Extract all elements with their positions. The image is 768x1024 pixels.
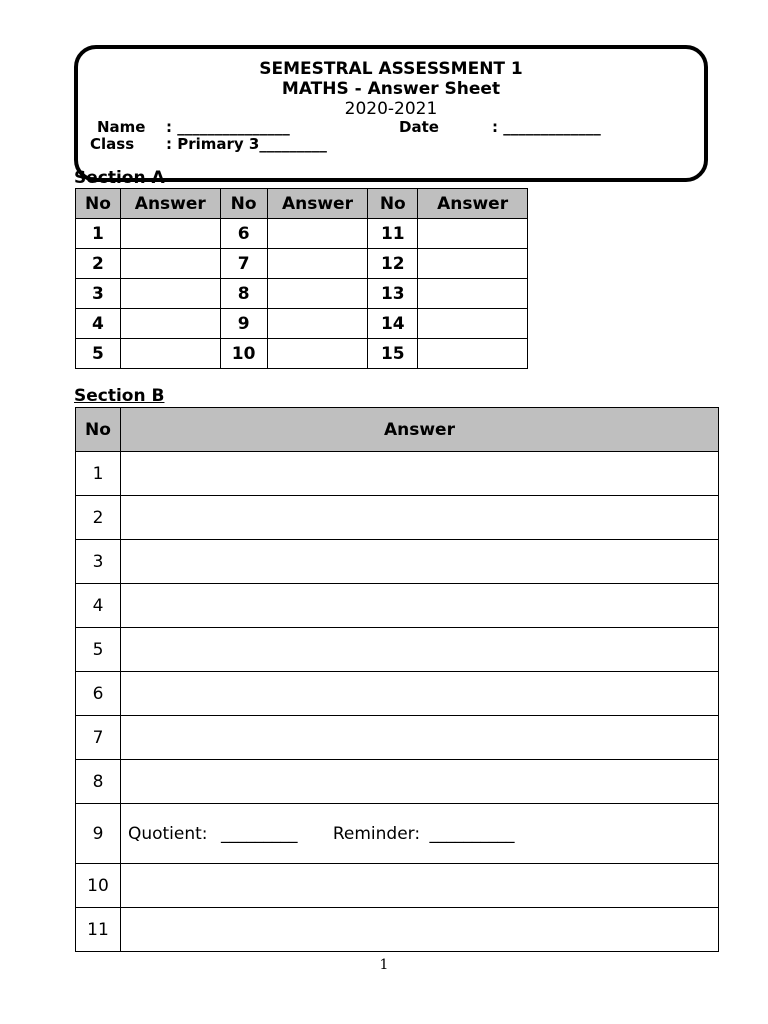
question-number: 11 [368, 219, 418, 249]
table-row [76, 309, 528, 339]
table-row [76, 716, 719, 760]
column-header: Answer [120, 189, 220, 219]
table-row [76, 908, 719, 952]
table-row [76, 864, 719, 908]
section-a-title: Section A [74, 168, 165, 188]
question-number: 14 [368, 309, 418, 339]
question-number: 10 [220, 339, 267, 369]
answer-cell[interactable] [267, 219, 368, 249]
class-field[interactable]: : Primary 3_________ [166, 135, 327, 153]
column-header: Answer [267, 189, 368, 219]
table-row [76, 760, 719, 804]
question-number: 2 [76, 496, 121, 540]
table-row [76, 672, 719, 716]
answer-cell[interactable] [418, 339, 528, 369]
header-box [74, 45, 708, 182]
answer-cell[interactable] [120, 540, 718, 584]
table-row [76, 540, 719, 584]
question-number: 4 [76, 309, 121, 339]
table-row [76, 219, 528, 249]
answer-cell[interactable] [120, 804, 718, 864]
reminder-label: Reminder: [332, 823, 421, 844]
question-number: 3 [76, 279, 121, 309]
quotient-label: Quotient: [127, 823, 208, 844]
answer-cell[interactable] [120, 628, 718, 672]
answer-cell[interactable] [267, 279, 368, 309]
question-number: 9 [220, 309, 267, 339]
column-header: Answer [418, 189, 528, 219]
table-row [76, 628, 719, 672]
date-field[interactable]: : _____________ [492, 118, 601, 136]
column-header: No [76, 408, 121, 452]
column-header: No [76, 189, 121, 219]
table-row [76, 339, 528, 369]
subject-title: MATHS - Answer Sheet [281, 79, 501, 99]
column-header: No [368, 189, 418, 219]
date-label: Date [399, 118, 439, 136]
column-header: Answer [120, 408, 718, 452]
answer-cell[interactable] [120, 672, 718, 716]
answer-cell[interactable] [418, 219, 528, 249]
table-header-row [76, 408, 719, 452]
section-b-title: Section B [74, 386, 165, 406]
question-number: 8 [76, 760, 121, 804]
table-row [76, 496, 719, 540]
answer-cell[interactable] [267, 309, 368, 339]
answer-cell[interactable] [267, 339, 368, 369]
question-number: 9 [76, 804, 121, 864]
question-number: 11 [76, 908, 121, 952]
quotient-blank[interactable]: _________ [220, 823, 298, 844]
name-label: Name [97, 118, 146, 136]
table-row [76, 279, 528, 309]
question-number: 5 [76, 628, 121, 672]
section-a-table [75, 188, 528, 369]
answer-cell[interactable] [418, 249, 528, 279]
page-number: 1 [379, 957, 389, 973]
question-number: 6 [220, 219, 267, 249]
answer-cell[interactable] [120, 452, 718, 496]
reminder-blank[interactable]: __________ [429, 823, 515, 844]
class-label: Class [90, 135, 135, 153]
question-number: 7 [76, 716, 121, 760]
question-number: 5 [76, 339, 121, 369]
table-header-row [76, 189, 528, 219]
column-header: No [220, 189, 267, 219]
answer-cell[interactable] [120, 219, 220, 249]
answer-cell[interactable] [120, 908, 718, 952]
answer-cell[interactable] [120, 496, 718, 540]
question-number: 8 [220, 279, 267, 309]
question-number: 3 [76, 540, 121, 584]
academic-year: 2020-2021 [344, 99, 438, 119]
table-row [76, 452, 719, 496]
answer-cell[interactable] [120, 279, 220, 309]
table-row [76, 249, 528, 279]
answer-cell[interactable] [120, 584, 718, 628]
table-row [76, 804, 719, 864]
name-field[interactable]: : _______________ [166, 118, 290, 136]
answer-cell[interactable] [267, 249, 368, 279]
assessment-title: SEMESTRAL ASSESSMENT 1 [259, 59, 523, 79]
question-number: 15 [368, 339, 418, 369]
question-number: 4 [76, 584, 121, 628]
section-b-table [75, 407, 719, 952]
question-number: 12 [368, 249, 418, 279]
question-number: 2 [76, 249, 121, 279]
table-row [76, 584, 719, 628]
question-number: 1 [76, 219, 121, 249]
answer-cell[interactable] [120, 249, 220, 279]
answer-cell[interactable] [120, 339, 220, 369]
answer-cell[interactable] [418, 309, 528, 339]
answer-cell[interactable] [120, 864, 718, 908]
question-number: 7 [220, 249, 267, 279]
question-number: 6 [76, 672, 121, 716]
question-number: 1 [76, 452, 121, 496]
answer-cell[interactable] [120, 716, 718, 760]
question-number: 13 [368, 279, 418, 309]
answer-cell[interactable] [418, 279, 528, 309]
question-number: 10 [76, 864, 121, 908]
answer-cell[interactable] [120, 309, 220, 339]
answer-cell[interactable] [120, 760, 718, 804]
